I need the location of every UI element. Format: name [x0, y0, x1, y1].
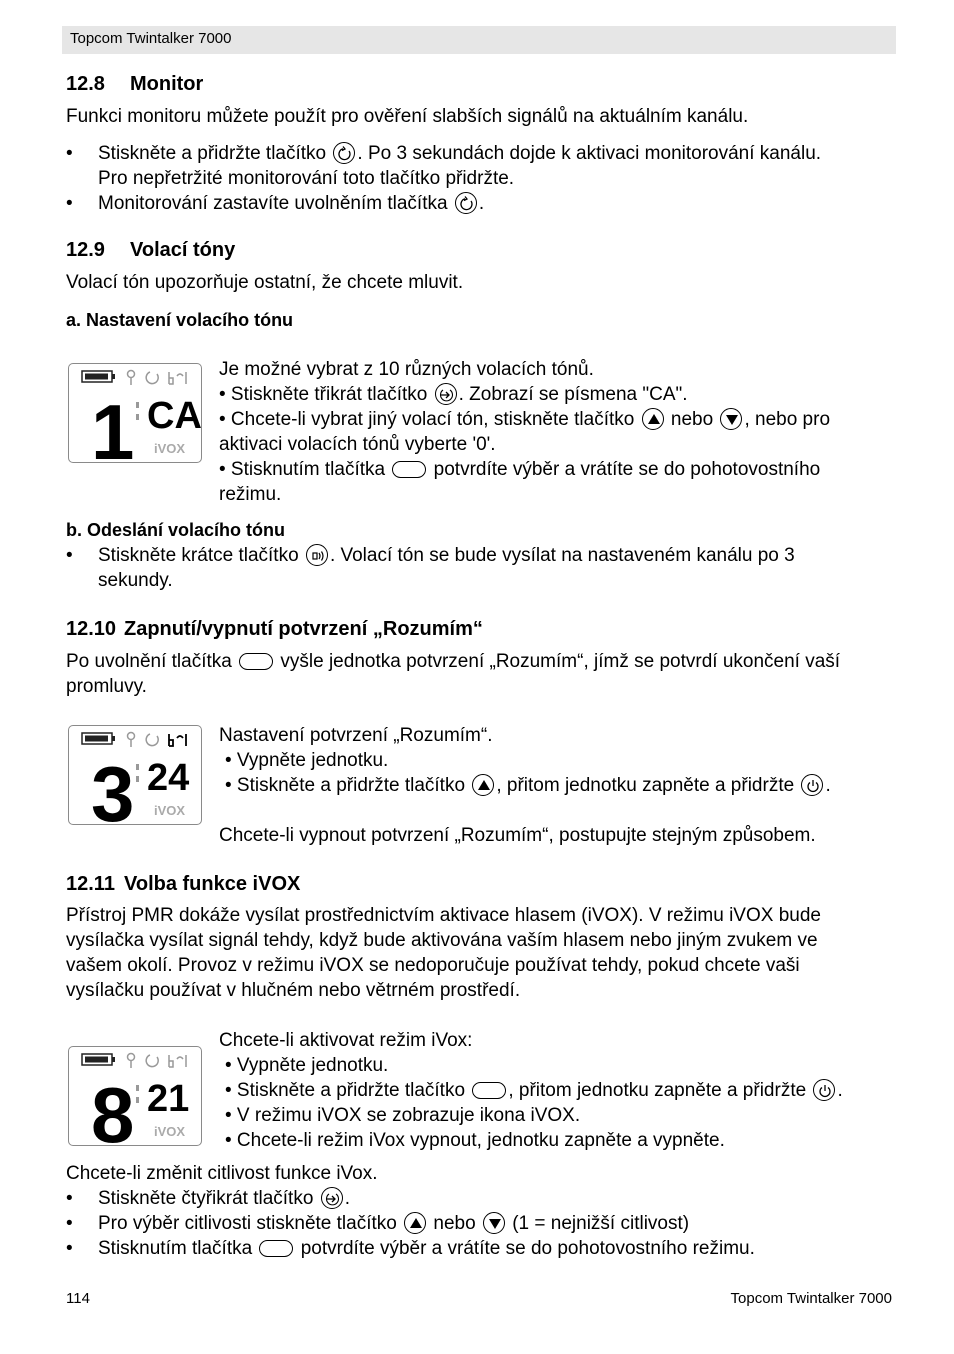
lcd-channel-digit: 3	[91, 750, 135, 826]
paragraph: Funkci monitoru můžete použít pro ověření slabších signálů na aktuálním kanálu.	[66, 106, 749, 127]
lcd-display-roger-beep	[68, 725, 202, 825]
lcd-code-text: CA	[147, 395, 202, 437]
call-tone-instructions: Je možné vybrat z 10 různých volacích tónů. • Stiskněte třikrát tlačítko . Zobrazí se písmena "CA". • Chcete-li vybrat jiný volací tón, stiskněte tlačítko nebo , nebo pro aktivaci volacích tónů vyberte '0'. • Stisknutím tlačítka potvrdíte výběr a vrátíte se do pohotovostního režimu.	[219, 359, 831, 505]
down-button-icon	[483, 1212, 505, 1234]
call-button-icon	[306, 544, 328, 566]
lcd-display-ivox	[68, 1046, 202, 1146]
ptt-button-icon	[259, 1240, 293, 1257]
page-header	[62, 26, 896, 54]
ivox-instructions: Chcete-li aktivovat režim iVox: • Vypněte jednotku. • Stiskněte a přidržte tlačítko , přitom jednotku zapněte a přidržte . • V režimu iVOX se zobrazuje ikona iVOX. • Chcete-li režim iVox vypnout, jednotku zapněte a vypněte.	[219, 1030, 843, 1151]
subheading-a: a. Nastavení volacího tónu	[66, 310, 294, 330]
up-button-icon	[472, 774, 494, 796]
monitor-button-icon	[455, 192, 477, 214]
roger-beep-instructions: Nastavení potvrzení „Rozumím“. • Vypněte jednotku. • Stiskněte a přidržte tlačítko , přitom jednotku zapněte a přidržte . Chcete-li vypnout potvrzení „Rozumím“, postupujte stejným způsobem.	[219, 725, 831, 846]
up-button-icon	[404, 1212, 426, 1234]
up-button-icon	[642, 408, 664, 430]
subheading-b: b. Odeslání volacího tónu	[66, 520, 286, 540]
power-button-icon	[801, 774, 823, 796]
lcd-screen-graphic	[69, 364, 203, 464]
footer-title: Topcom Twintalker 7000	[730, 1290, 892, 1307]
paragraph: Přístroj PMR dokáže vysílat prostřednictvím aktivace hlasem (iVOX). V režimu iVOX bude vysílačka vysílat signál tehdy, když bude aktivována vaším hlasem nebo jiným zvukem ve vašem okolí. Provoz v režimu iVOX se nedoporučuje používat tehdy, pokud chcete vaši vysílačku používat v hlučném nebo větrném prostředí.	[66, 905, 821, 1001]
header-title: Topcom Twintalker 7000	[70, 30, 232, 47]
lcd-ivox-label: iVOX	[154, 1124, 186, 1139]
lcd-code-text: 24	[147, 757, 190, 799]
section-heading-12-9: 12.9 Volací tóny	[66, 239, 236, 261]
monitor-button-icon	[333, 142, 355, 164]
ptt-button-icon	[239, 653, 273, 670]
lcd-screen-graphic	[69, 1047, 203, 1147]
down-button-icon	[720, 408, 742, 430]
ptt-button-icon	[472, 1082, 506, 1099]
paragraph: Chcete-li změnit citlivost funkce iVox.	[66, 1163, 378, 1184]
section-heading-12-10: 12.10 Zapnutí/vypnutí potvrzení „Rozumím“	[66, 618, 483, 640]
menu-button-icon	[435, 383, 457, 405]
lcd-ivox-label: iVOX	[154, 441, 186, 456]
lcd-channel-digit: 8	[91, 1071, 135, 1147]
lcd-code-text: 21	[147, 1078, 190, 1120]
ptt-button-icon	[392, 461, 426, 478]
section-heading-12-11: 12.11 Volba funkce iVOX	[66, 873, 301, 895]
lcd-channel-digit: 1	[91, 388, 135, 464]
paragraph: Po uvolnění tlačítka vyšle jednotka potvrzení „Rozumím“, jímž se potvrdí ukončení vaší promluvy.	[66, 651, 841, 697]
menu-button-icon	[321, 1187, 343, 1209]
lcd-ivox-label: iVOX	[154, 803, 186, 818]
lcd-display-call-tone	[68, 363, 202, 463]
lcd-screen-graphic	[69, 726, 203, 826]
paragraph: Volací tón upozorňuje ostatní, že chcete mluvit.	[66, 272, 464, 293]
page-number: 114	[66, 1290, 90, 1307]
section-heading-12-8: 12.8 Monitor	[66, 73, 204, 95]
power-button-icon	[813, 1079, 835, 1101]
